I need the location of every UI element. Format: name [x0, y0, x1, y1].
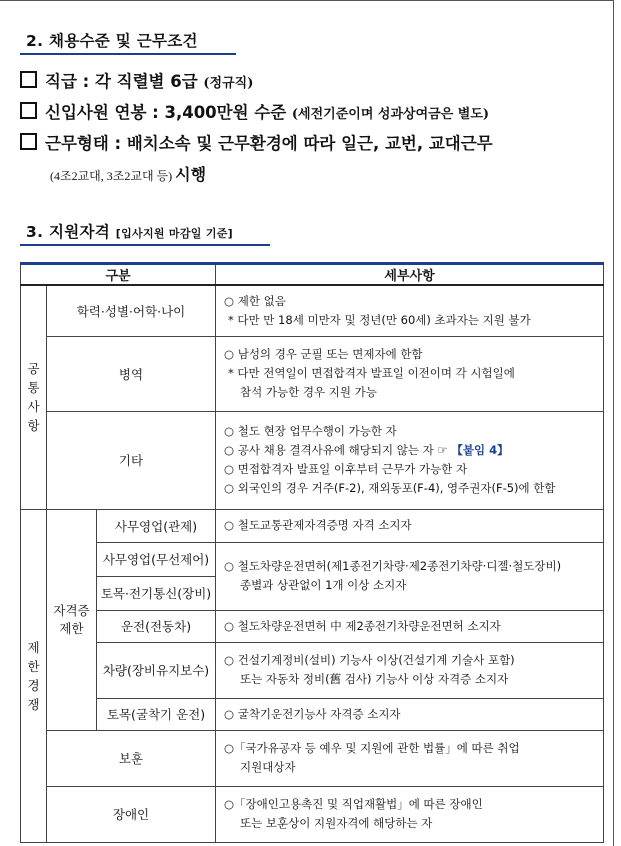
- row-label-veteran: 보훈: [47, 730, 216, 786]
- row-detail-military: ○ 남성의 경우 군필 또는 면제자에 한함 * 다만 전역일이 면접합격자 발표일 이전이며 각 시험일에 참석 가능한 경우 지원 가능: [216, 336, 604, 411]
- work-type-note: (4조2교대, 3조2교대 등) 시행: [50, 165, 207, 184]
- table-row: [21, 336, 604, 411]
- table-row: [21, 411, 604, 509]
- license-group-label: 자격증 제한: [47, 509, 97, 730]
- table-row: [21, 698, 604, 730]
- group-limited: 제 한 경 쟁: [21, 509, 47, 842]
- condition-salary: 신입사원 연봉 : 3,400만원 수준 (세전기준이며 성과상여금은 별도): [20, 99, 489, 123]
- row-label-etc: 기타: [47, 411, 216, 509]
- qualification-table: [20, 262, 604, 843]
- condition-rank: 직급 : 각 직렬별 6급 (정규직): [20, 68, 253, 92]
- row-detail-office-control: ○ 철도교통관제자격증명 자격 소지자: [216, 509, 604, 542]
- checkbox-square-icon: [20, 71, 37, 88]
- section-2-underline: [20, 53, 236, 55]
- table-row: [21, 610, 604, 642]
- row-detail-veteran: ○「국가유공자 등 예우 및 지원에 관한 법률」에 따른 취업 지원대상자: [216, 730, 604, 786]
- row-detail-wireless-civil: ○ 철도차량운전면허(제1종전기차량·제2종전기차량·디젤·철도장비) 종별과 상관없이 1개 이상 소지자: [216, 542, 604, 610]
- row-label-civil-elec: 토목·전기통신(장비): [97, 576, 216, 610]
- row-label-edu: 학력·성별·어학·나이: [47, 285, 216, 336]
- table-row: [21, 730, 604, 786]
- appendix-4-link: 【붙임 4】: [451, 443, 509, 457]
- row-label-driving: 운전(전동차): [97, 610, 216, 642]
- section-3-title: 3. 지원자격 [입사지원 마감일 기준]: [26, 223, 234, 241]
- condition-work-type: 근무형태 : 배치소속 및 근무환경에 따라 일근, 교번, 교대근무: [20, 130, 493, 154]
- header-details: 세부사항: [216, 264, 604, 286]
- row-detail-excavator: ○ 굴착기운전기능사 자격증 소지자: [216, 698, 604, 730]
- row-label-office-wireless: 사무영업(무선제어): [97, 542, 216, 576]
- table-row: [21, 509, 604, 542]
- row-detail-edu: ○ 제한 없음 * 다만 만 18세 미만자 및 정년(만 60세) 초과자는 지원 불가: [216, 285, 604, 336]
- group-common: 공 통 사 항: [21, 285, 47, 509]
- row-detail-driving: ○ 철도차량운전면허 中 제2종전기차량운전면허 소지자: [216, 610, 604, 642]
- row-detail-disabled: ○「장애인고용촉진 및 직업재활법」에 따른 장애인 또는 보훈상이 지원자격에 해당하는 자: [216, 786, 604, 842]
- table-row: [21, 786, 604, 842]
- checkbox-square-icon: [20, 133, 37, 150]
- header-category: 구분: [21, 264, 216, 286]
- checkbox-square-icon: [20, 102, 37, 119]
- row-detail-etc: ○ 철도 현장 업무수행이 가능한 자 ○ 공사 채용 결격사유에 해당되지 않는 자 ☞ 【붙임 4】 ○ 면접합격자 발표일 이후부터 근무가 가능한 자 ○ 외국인의 경우 거주(F-2), 재외동포(F-4), 영주권자(F-5)에 한함: [216, 411, 604, 509]
- row-label-vehicle: 차량(장비유지보수): [97, 642, 216, 698]
- row-label-disabled: 장애인: [47, 786, 216, 842]
- section-2-title: 2. 채용수준 및 근무조건: [26, 32, 198, 50]
- table-row: [21, 542, 604, 576]
- table-row: [21, 642, 604, 698]
- row-label-excavator: 토목(굴착기 운전): [97, 698, 216, 730]
- row-label-military: 병역: [47, 336, 216, 411]
- table-row: [21, 285, 604, 336]
- section-3-underline: [20, 244, 270, 246]
- row-label-office-control: 사무영업(관제): [97, 509, 216, 542]
- row-detail-vehicle: ○ 건설기계정비(설비) 기능사 이상(건설기계 기술사 포함) 또는 자동차 정비(舊 검사) 기능사 이상 자격증 소지자: [216, 642, 604, 698]
